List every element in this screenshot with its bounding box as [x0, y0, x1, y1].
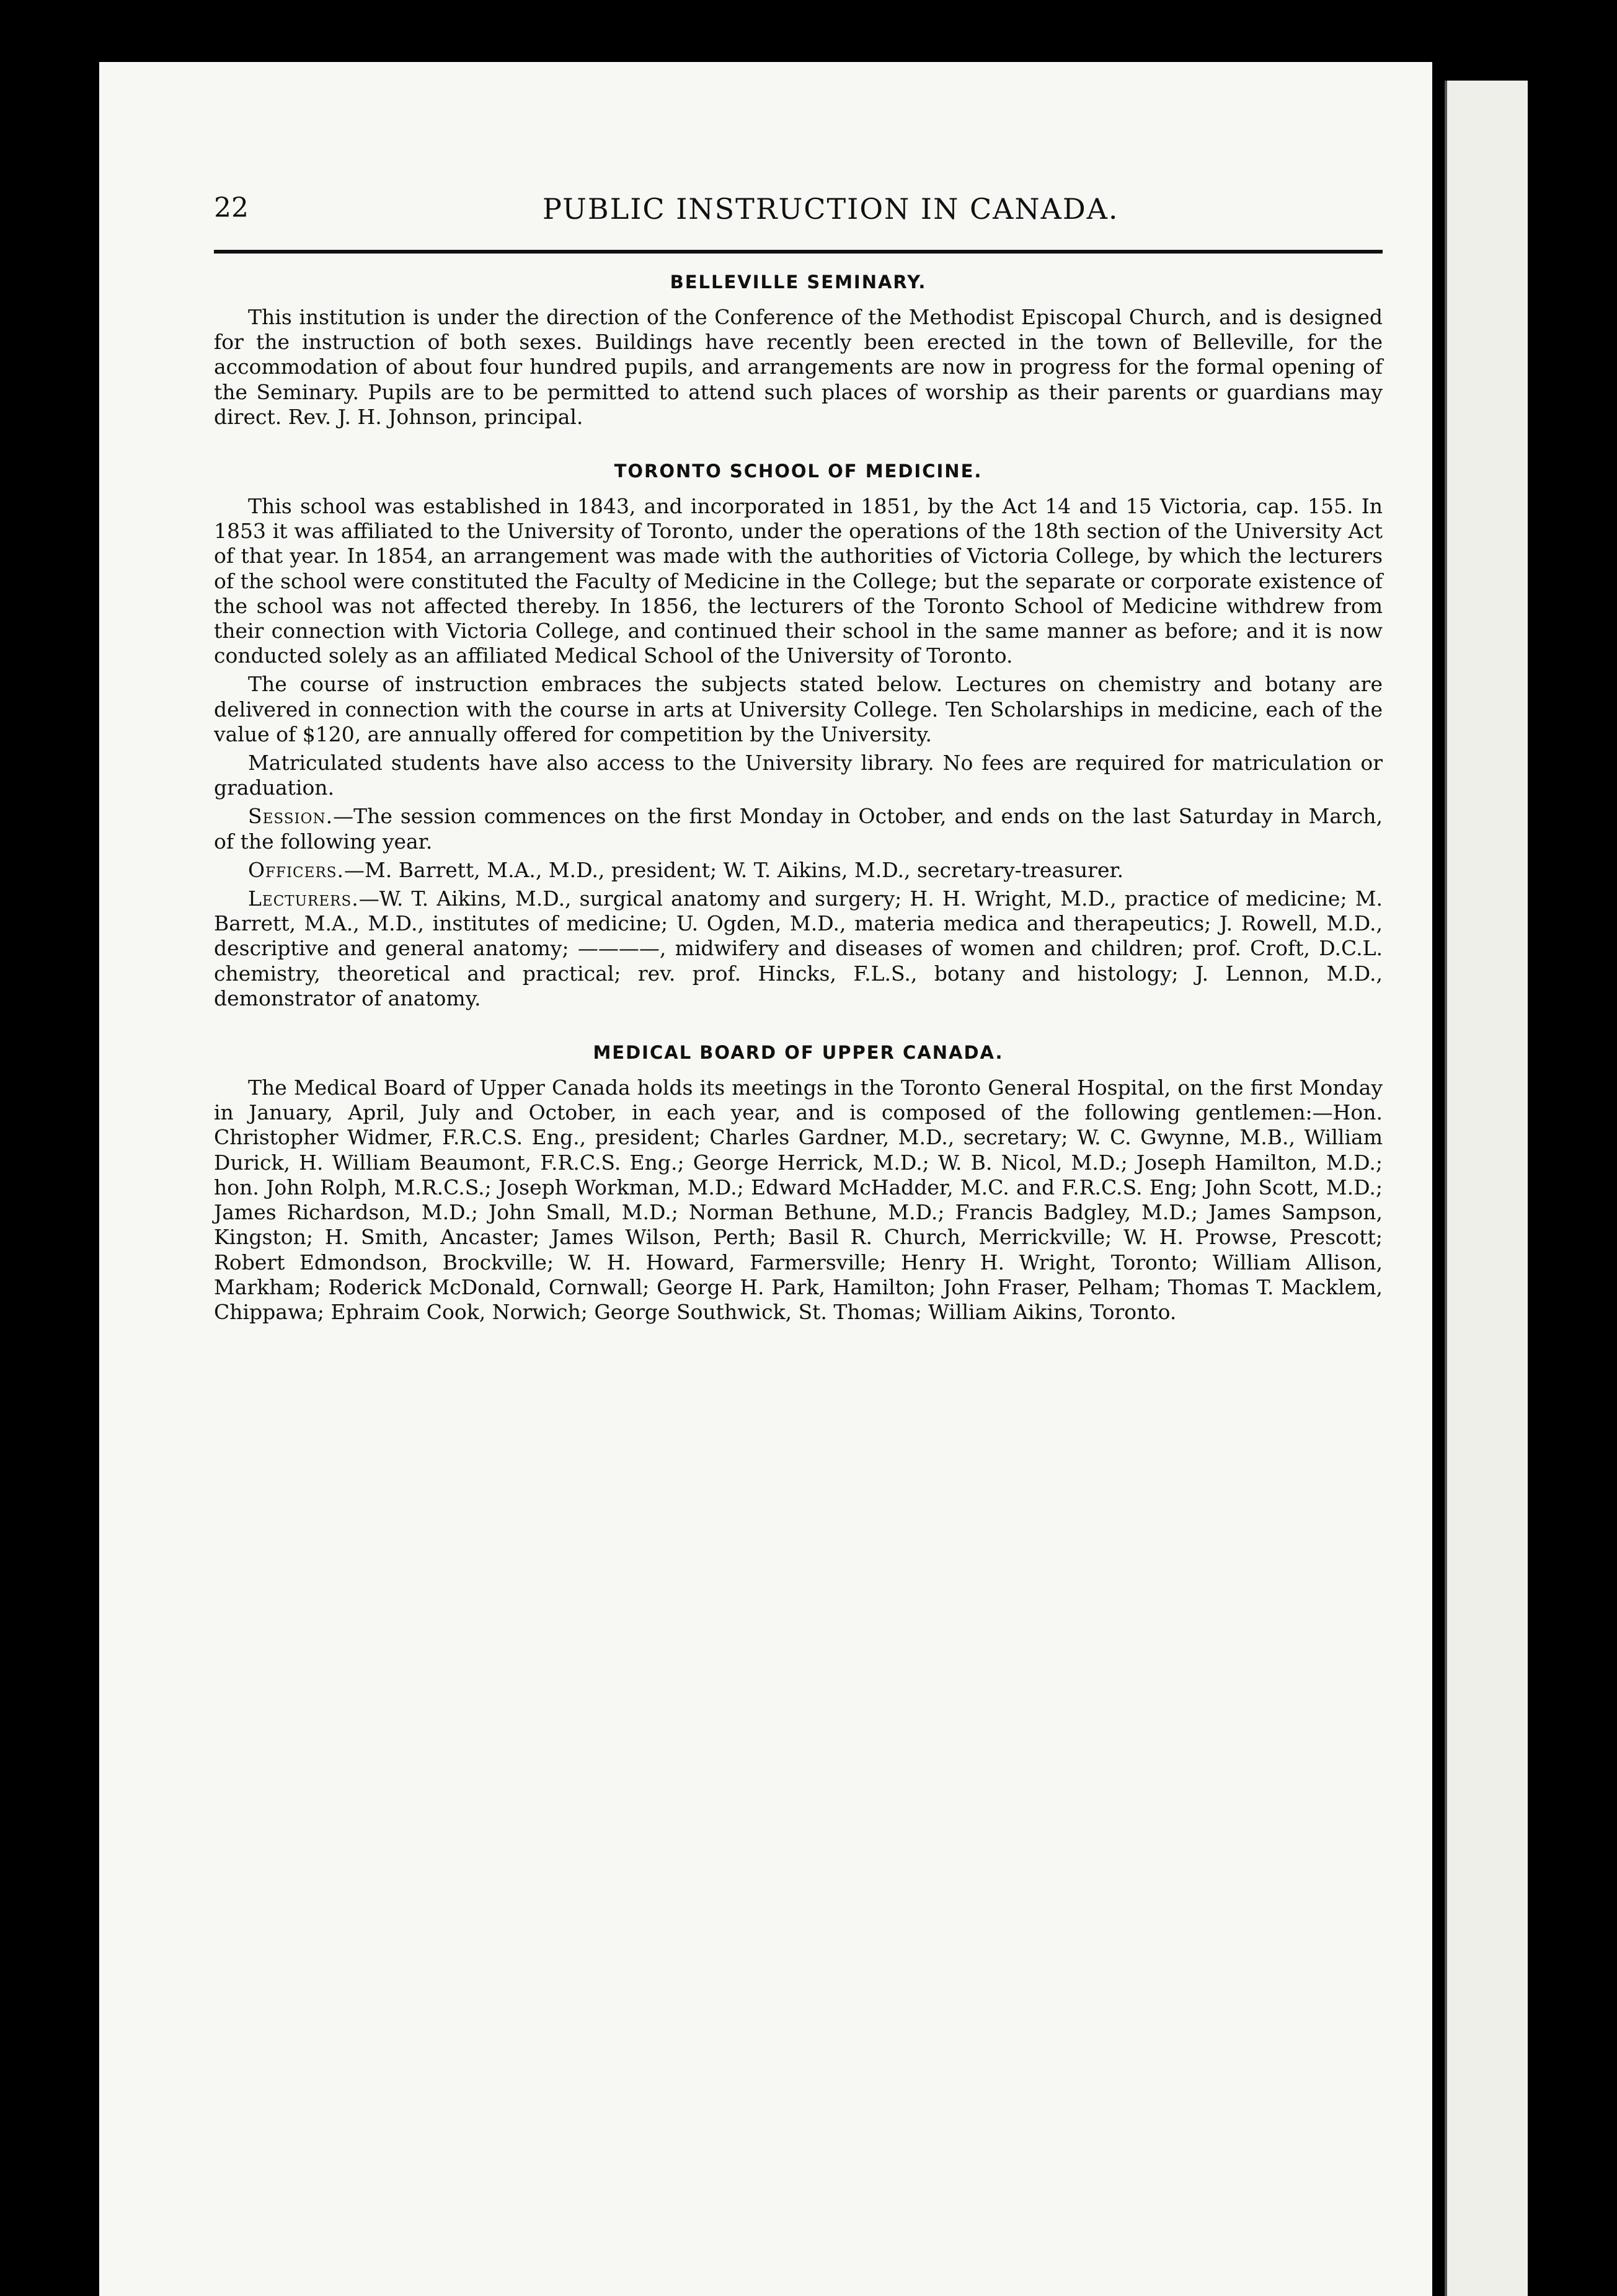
lecturers-text: —W. T. Aikins, M.D., surgical anatomy and surgery; H. H. Wright, M.D., practice of medicine; M. Barrett, M.A., M.D., institutes of medicine; U. Ogden, M.D., materia medica and therapeutics; J. Rowell, M.D., descriptive and general anatomy; ————, midwifery and diseases of women and children; prof. Croft, D.C.L. chemistry, theoretical and practical; rev. prof. Hincks, F.L.S., botany and histology; J. Lennon, M.D., demonstrator of anatomy.	[214, 886, 1383, 1010]
section-heading: MEDICAL BOARD OF UPPER CANADA.	[593, 1042, 1004, 1064]
section-heading: TORONTO SCHOOL OF MEDICINE.	[614, 461, 983, 482]
lecturers-paragraph	[214, 886, 1383, 1011]
paragraph: Matriculated students have also access to the University library. No fees are required for matriculation or graduation.	[214, 751, 1383, 800]
paragraph: This school was established in 1843, and incorporated in 1851, by the Act 14 and 15 Victoria, cap. 155. In 1853 it was affiliated to the University of Toronto, under the operations of the 18th section of the University Act of that year. In 1854, an arrangement was made with the authorities of Victoria College, by which the lecturers of the school were constituted the Faculty of Medicine in the College; but the separate or corporate existence of the school was not affected thereby. In 1856, the lecturers of the Toronto School of Medicine withdrew from their connection with Victoria College, and continued their school in the same manner as before; and it is now conducted solely as an affiliated Medical School of the University of Toronto.	[214, 494, 1383, 668]
header-rule	[214, 250, 1383, 254]
paragraph: The Medical Board of Upper Canada holds its meetings in the Toronto General Hospital, on the first Monday in January, April, July and October, in each year, and is composed of the following gentlemen:—Hon. Christopher Widmer, F.R.C.S. Eng., president; Charles Gardner, M.D., secretary; W. C. Gwynne, M.B., William Durick, H. William Beaumont, F.R.C.S. Eng.; George Herrick, M.D.; W. B. Nicol, M.D.; Joseph Hamilton, M.D.; hon. John Rolph, M.R.C.S.; Joseph Workman, M.D.; Edward McHadder, M.C. and F.R.C.S. Eng; John Scott, M.D.; James Richardson, M.D.; John Small, M.D.; Norman Bethune, M.D.; Francis Badgley, M.D.; James Sampson, Kingston; H. Smith, Ancaster; James Wilson, Perth; Basil R. Church, Merrickville; W. H. Prowse, Prescott; Robert Edmondson, Brockville; W. H. Howard, Farmersville; Henry H. Wright, Toronto; William Allison, Markham; Roderick McDonald, Cornwall; George H. Park, Hamilton; John Fraser, Pelham; Thomas T. Macklem, Chippawa; Ephraim Cook, Norwich; George Southwick, St. Thomas; William Aikins, Toronto.	[214, 1075, 1383, 1324]
paragraph: This institution is under the direction of the Conference of the Methodist Episcopal Church, and is designed for the instruction of both sexes. Buildings have recently been erected in the town of Belleville, for the accommodation of about four hundred pupils, and arrangements are now in progress for the formal opening of the Seminary. Pupils are to be permitted to attend such places of worship as their parents or guardians may direct. Rev. J. H. Johnson, principal.	[214, 305, 1383, 429]
page-content	[214, 272, 1383, 1328]
section-gap	[214, 1015, 1383, 1042]
officers-label: Officers.	[248, 857, 345, 882]
adjacent-page-edge	[1445, 81, 1528, 2296]
officers-text: —M. Barrett, M.A., M.D., president; W. T. Aikins, M.D., secretary-treasurer.	[344, 857, 1124, 882]
paragraph: The course of instruction embraces the subjects stated below. Lectures on chemistry and botany are delivered in connection with the course in arts at University College. Ten Scholarships in medicine, each of the value of $120, are annually offered for competition by the University.	[214, 672, 1383, 746]
running-title: PUBLIC INSTRUCTION IN CANADA.	[543, 192, 1119, 226]
session-paragraph	[214, 804, 1383, 854]
officers-paragraph	[214, 858, 1383, 883]
running-head	[214, 192, 1383, 236]
page-number: 22	[214, 192, 249, 224]
session-text: —The session commences on the first Monday in October, and ends on the last Saturday in March, of the following year.	[214, 804, 1383, 854]
section-medical-board-upper-canada	[214, 1042, 1383, 1325]
lecturers-label: Lecturers.	[248, 886, 359, 911]
section-toronto-school-of-medicine	[214, 461, 1383, 1011]
section-heading: BELLEVILLE SEMINARY.	[670, 272, 927, 293]
section-gap	[214, 433, 1383, 461]
session-label: Session.	[248, 804, 334, 829]
section-belleville-seminary	[214, 272, 1383, 430]
